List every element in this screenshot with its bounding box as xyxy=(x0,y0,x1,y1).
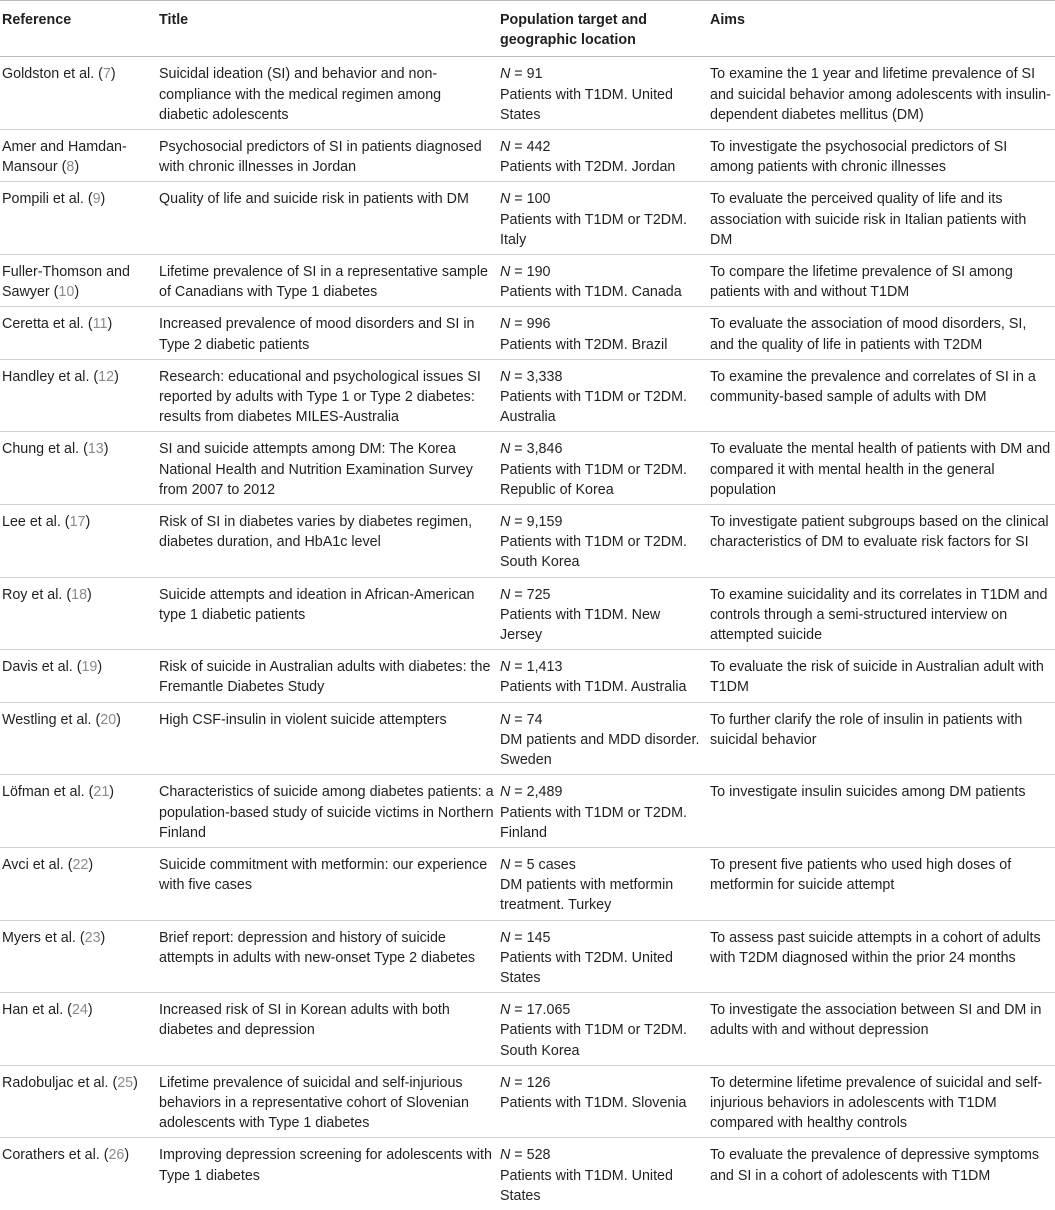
citation-link[interactable]: 26 xyxy=(108,1147,125,1164)
title-cell: High CSF-insulin in violent suicide attempters xyxy=(157,702,498,775)
n-label: N xyxy=(500,711,511,728)
table-row xyxy=(0,650,1055,702)
population-text: Patients with T1DM or T2DM. Republic of Korea xyxy=(500,461,687,498)
table-row xyxy=(0,130,1055,182)
reference-cell xyxy=(0,130,157,182)
sample-size xyxy=(500,855,704,875)
aims-cell: To evaluate the risk of suicide in Australian adult with T1DM xyxy=(708,650,1055,702)
population-text: Patients with T1DM. Canada xyxy=(500,284,682,301)
table-header xyxy=(0,1,1055,57)
citation-link[interactable]: 13 xyxy=(87,441,104,458)
author-text: Davis et al. ( xyxy=(2,659,82,676)
table-row xyxy=(0,1138,1055,1210)
author-text: Han et al. ( xyxy=(2,1002,72,1019)
n-label: N xyxy=(500,139,511,156)
population-cell xyxy=(498,359,708,432)
n-value: = 2,489 xyxy=(510,784,563,801)
n-value: = 17.065 xyxy=(510,1002,571,1019)
title-cell: Suicide attempts and ideation in African-American type 1 diabetic patients xyxy=(157,577,498,650)
n-label: N xyxy=(500,856,511,873)
population-text: Patients with T1DM. New Jersey xyxy=(500,606,661,644)
citation-close: ) xyxy=(74,284,80,301)
aims-cell: To evaluate the association of mood disorders, SI, and the quality of life in patients with T2DM xyxy=(708,307,1055,359)
n-label: N xyxy=(500,1147,511,1164)
aims-cell: To examine the prevalence and correlates of SI in a community-based sample of adults with DM xyxy=(708,359,1055,432)
n-label: N xyxy=(500,264,511,281)
reference-cell xyxy=(0,307,157,359)
n-value: = 9,159 xyxy=(510,514,563,531)
population-text: Patients with T1DM or T2DM. Australia xyxy=(500,389,687,426)
n-label: N xyxy=(500,929,511,946)
sample-size xyxy=(500,64,704,84)
reference-cell xyxy=(0,847,157,920)
citation-close: ) xyxy=(88,856,94,873)
population-cell xyxy=(498,505,708,578)
n-value: = 528 xyxy=(510,1147,551,1164)
reference-cell xyxy=(0,432,157,505)
sample-size xyxy=(500,262,704,282)
citation-link[interactable]: 23 xyxy=(84,929,101,946)
table-body xyxy=(0,57,1055,1210)
author-text: Fuller-Thomson and Sawyer ( xyxy=(2,264,130,301)
reference-cell xyxy=(0,57,157,130)
title-cell: Quality of life and suicide risk in patients with DM xyxy=(157,182,498,255)
author-text: Löfman et al. ( xyxy=(2,784,94,801)
n-value: = 91 xyxy=(510,66,543,83)
n-value: = 996 xyxy=(510,316,551,333)
aims-cell: To further clarify the role of insulin in patients with suicidal behavior xyxy=(708,702,1055,775)
aims-cell: To examine the 1 year and lifetime prevalence of SI and suicidal behavior among adolescents with insulin-dependent diabetes mellitus (DM) xyxy=(708,57,1055,130)
author-text: Lee et al. ( xyxy=(2,514,70,531)
author-text: Myers et al. ( xyxy=(2,929,85,946)
citation-close: ) xyxy=(85,514,91,531)
population-cell xyxy=(498,1065,708,1138)
sample-size xyxy=(500,314,704,334)
population-text: Patients with T1DM. Australia xyxy=(500,679,687,696)
n-label: N xyxy=(500,368,511,385)
aims-cell: To investigate patient subgroups based on the clinical characteristics of DM to evaluate risk factors for SI xyxy=(708,505,1055,578)
title-cell: Suicidal ideation (SI) and behavior and non-compliance with the medical regimen among diabetic adolescents xyxy=(157,57,498,130)
title-cell: SI and suicide attempts among DM: The Korea National Health and Nutrition Examination Survey from 2007 to 2012 xyxy=(157,432,498,505)
reference-cell xyxy=(0,505,157,578)
citation-close: ) xyxy=(109,784,115,801)
population-text: Patients with T2DM. Brazil xyxy=(500,336,668,353)
title-cell: Increased prevalence of mood disorders and SI in Type 2 diabetic patients xyxy=(157,307,498,359)
population-cell xyxy=(498,57,708,130)
n-value: = 145 xyxy=(510,929,551,946)
population-cell xyxy=(498,307,708,359)
author-text: Westling et al. ( xyxy=(2,711,101,728)
population-cell xyxy=(498,130,708,182)
citation-link[interactable]: 24 xyxy=(71,1002,88,1019)
sample-size xyxy=(500,137,704,157)
aims-cell: To evaluate the perceived quality of life and its association with suicide risk in Italian patients with DM xyxy=(708,182,1055,255)
population-text: Patients with T2DM. Jordan xyxy=(500,159,676,176)
header-population: Population target and geographic location xyxy=(498,1,708,57)
aims-cell: To investigate the association between SI and DM in adults with and without depression xyxy=(708,993,1055,1066)
title-cell: Risk of suicide in Australian adults with diabetes: the Fremantle Diabetes Study xyxy=(157,650,498,702)
title-cell: Increased risk of SI in Korean adults with both diabetes and depression xyxy=(157,993,498,1066)
sample-size xyxy=(500,1145,704,1165)
table-row xyxy=(0,577,1055,650)
n-label: N xyxy=(500,1074,511,1091)
title-cell: Research: educational and psychological issues SI reported by adults with Type 1 or Type 2 diabetes: results from diabetes MILES-Australia xyxy=(157,359,498,432)
population-text: Patients with T1DM. United States xyxy=(500,1167,673,1204)
n-label: N xyxy=(500,316,511,333)
reference-cell xyxy=(0,359,157,432)
aims-cell: To determine lifetime prevalence of suicidal and self-injurious behaviors in adolescents with T1DM compared with healthy controls xyxy=(708,1065,1055,1138)
n-value: = 74 xyxy=(510,711,543,728)
title-cell: Characteristics of suicide among diabetes patients: a population-based study of suicide victims in Northern Finland xyxy=(157,775,498,848)
population-text: Patients with T1DM or T2DM. Finland xyxy=(500,804,687,841)
table-row xyxy=(0,359,1055,432)
aims-cell: To present five patients who used high doses of metformin for suicide attempt xyxy=(708,847,1055,920)
table-row xyxy=(0,920,1055,993)
population-text: Patients with T2DM. United States xyxy=(500,949,673,986)
sample-size xyxy=(500,1073,704,1093)
sample-size xyxy=(500,189,704,209)
population-cell xyxy=(498,255,708,307)
sample-size xyxy=(500,585,704,605)
population-text: DM patients and MDD disorder. Sweden xyxy=(500,731,700,769)
sample-size xyxy=(500,782,704,802)
population-text: Patients with T1DM or T2DM. South Korea xyxy=(500,534,687,571)
header-title: Title xyxy=(157,1,498,57)
n-label: N xyxy=(500,784,511,801)
citation-link[interactable]: 20 xyxy=(100,711,117,728)
n-value: = 5 cases xyxy=(510,856,576,873)
population-cell xyxy=(498,993,708,1066)
title-cell: Suicide commitment with metformin: our experience with five cases xyxy=(157,847,498,920)
citation-link[interactable]: 9 xyxy=(92,191,101,208)
n-label: N xyxy=(500,586,511,603)
citation-close: ) xyxy=(103,441,109,458)
author-text: Avci et al. ( xyxy=(2,856,73,873)
sample-size xyxy=(500,928,704,948)
n-label: N xyxy=(500,514,511,531)
citation-link[interactable]: 21 xyxy=(93,784,110,801)
citation-close: ) xyxy=(133,1074,138,1091)
citation-close: ) xyxy=(74,159,80,176)
table-row xyxy=(0,432,1055,505)
citation-close: ) xyxy=(124,1147,130,1164)
citation-close: ) xyxy=(100,191,106,208)
n-value: = 442 xyxy=(510,139,551,156)
author-text: Pompili et al. ( xyxy=(2,191,93,208)
citation-link[interactable]: 22 xyxy=(72,856,89,873)
table-row xyxy=(0,57,1055,130)
reference-cell xyxy=(0,775,157,848)
n-value: = 100 xyxy=(510,191,551,208)
n-value: = 1,413 xyxy=(510,659,563,676)
aims-cell: To compare the lifetime prevalence of SI among patients with and without T1DM xyxy=(708,255,1055,307)
n-label: N xyxy=(500,441,511,458)
sample-size xyxy=(500,367,704,387)
citation-link[interactable]: 19 xyxy=(81,659,98,676)
table-row xyxy=(0,505,1055,578)
population-cell xyxy=(498,920,708,993)
citation-close: ) xyxy=(110,66,116,83)
population-text: Patients with T1DM or T2DM. Italy xyxy=(500,211,687,248)
citation-close: ) xyxy=(100,929,106,946)
table-row xyxy=(0,847,1055,920)
citation-close: ) xyxy=(107,316,113,333)
reference-cell xyxy=(0,1065,157,1138)
citation-link[interactable]: 25 xyxy=(117,1074,134,1091)
citation-close: ) xyxy=(116,711,121,728)
table-row xyxy=(0,1065,1055,1138)
citation-link[interactable]: 18 xyxy=(71,586,88,603)
table-row xyxy=(0,307,1055,359)
n-value: = 3,338 xyxy=(510,368,563,385)
reference-cell xyxy=(0,920,157,993)
population-text: Patients with T1DM. Slovenia xyxy=(500,1094,687,1111)
citation-link[interactable]: 10 xyxy=(58,284,75,301)
reference-cell xyxy=(0,255,157,307)
population-text: Patients with T1DM or T2DM. South Korea xyxy=(500,1022,687,1059)
population-cell xyxy=(498,775,708,848)
n-value: = 725 xyxy=(510,586,551,603)
citation-link[interactable]: 17 xyxy=(69,514,86,531)
aims-cell: To assess past suicide attempts in a cohort of adults with T2DM diagnosed within the prior 24 months xyxy=(708,920,1055,993)
sample-size xyxy=(500,1000,704,1020)
citation-link[interactable]: 12 xyxy=(98,368,115,385)
author-text: Goldston et al. ( xyxy=(2,66,103,83)
n-label: N xyxy=(500,1002,511,1019)
citation-link[interactable]: 7 xyxy=(102,66,111,83)
author-text: Amer and Hamdan-Mansour ( xyxy=(2,139,127,176)
title-cell: Improving depression screening for adolescents with Type 1 diabetes xyxy=(159,1147,492,1184)
n-value: = 3,846 xyxy=(510,441,563,458)
table-row xyxy=(0,775,1055,848)
reference-cell xyxy=(0,650,157,702)
title-cell: Brief report: depression and history of suicide attempts in adults with new-onset Type 2 diabetes xyxy=(157,920,498,993)
author-text: Radobuljac et al. ( xyxy=(2,1074,118,1091)
citation-close: ) xyxy=(114,368,119,385)
reference-cell xyxy=(0,577,157,650)
reference-cell xyxy=(0,993,157,1066)
author-text: Handley et al. ( xyxy=(2,368,99,385)
aims-cell: To evaluate the mental health of patients with DM and compared it with mental health in the general population xyxy=(708,432,1055,505)
population-cell xyxy=(498,702,708,775)
population-text: Patients with T1DM. United States xyxy=(500,86,673,123)
table-row xyxy=(0,182,1055,255)
n-label: N xyxy=(500,191,511,208)
sample-size xyxy=(500,657,704,677)
reference-cell xyxy=(0,182,157,255)
sample-size xyxy=(500,710,704,730)
citation-close: ) xyxy=(97,659,103,676)
n-value: = 190 xyxy=(510,264,551,281)
sample-size xyxy=(500,512,704,532)
header-aims: Aims xyxy=(708,1,1055,57)
sample-size xyxy=(500,439,704,459)
title-cell: Psychosocial predictors of SI in patients diagnosed with chronic illnesses in Jordan xyxy=(157,130,498,182)
n-label: N xyxy=(500,659,511,676)
citation-close: ) xyxy=(87,1002,93,1019)
population-cell xyxy=(498,650,708,702)
author-text: Corathers et al. ( xyxy=(2,1147,109,1164)
table-row xyxy=(0,702,1055,775)
header-reference: Reference xyxy=(0,1,157,57)
aims-cell: To examine suicidality and its correlates in T1DM and controls through a semi-structured interview on attempted suicide xyxy=(708,577,1055,650)
title-cell: Lifetime prevalence of SI in a representative sample of Canadians with Type 1 diabetes xyxy=(157,255,498,307)
reference-cell xyxy=(0,702,157,775)
author-text: Roy et al. ( xyxy=(2,586,72,603)
author-text: Chung et al. ( xyxy=(2,441,88,458)
table-row xyxy=(0,255,1055,307)
population-cell xyxy=(498,847,708,920)
header-row xyxy=(0,1,1055,57)
citation-link[interactable]: 11 xyxy=(92,316,108,333)
title-cell: Risk of SI in diabetes varies by diabetes regimen, diabetes duration, and HbA1c level xyxy=(157,505,498,578)
population-cell xyxy=(498,182,708,255)
population-cell xyxy=(498,577,708,650)
population-cell xyxy=(498,1138,708,1210)
n-value: = 126 xyxy=(510,1074,551,1091)
population-text: DM patients with metformin treatment. Turkey xyxy=(500,877,674,914)
citation-close: ) xyxy=(87,586,92,603)
reference-cell xyxy=(0,1138,157,1210)
aims-cell: To investigate the psychosocial predictors of SI among patients with chronic illnesses xyxy=(708,130,1055,182)
title-cell: Lifetime prevalence of suicidal and self-injurious behaviors in a representative cohort of Slovenian adolescents with Type 1 diabetes xyxy=(157,1065,498,1138)
aims-cell: To evaluate the prevalence of depressive symptoms and SI in a cohort of adolescents with T1DM xyxy=(710,1147,1040,1184)
n-label: N xyxy=(500,66,511,83)
table-row xyxy=(0,993,1055,1066)
aims-cell: To investigate insulin suicides among DM patients xyxy=(708,775,1055,848)
author-text: Ceretta et al. ( xyxy=(2,316,93,333)
citation-link[interactable]: 8 xyxy=(66,159,75,176)
population-cell xyxy=(498,432,708,505)
